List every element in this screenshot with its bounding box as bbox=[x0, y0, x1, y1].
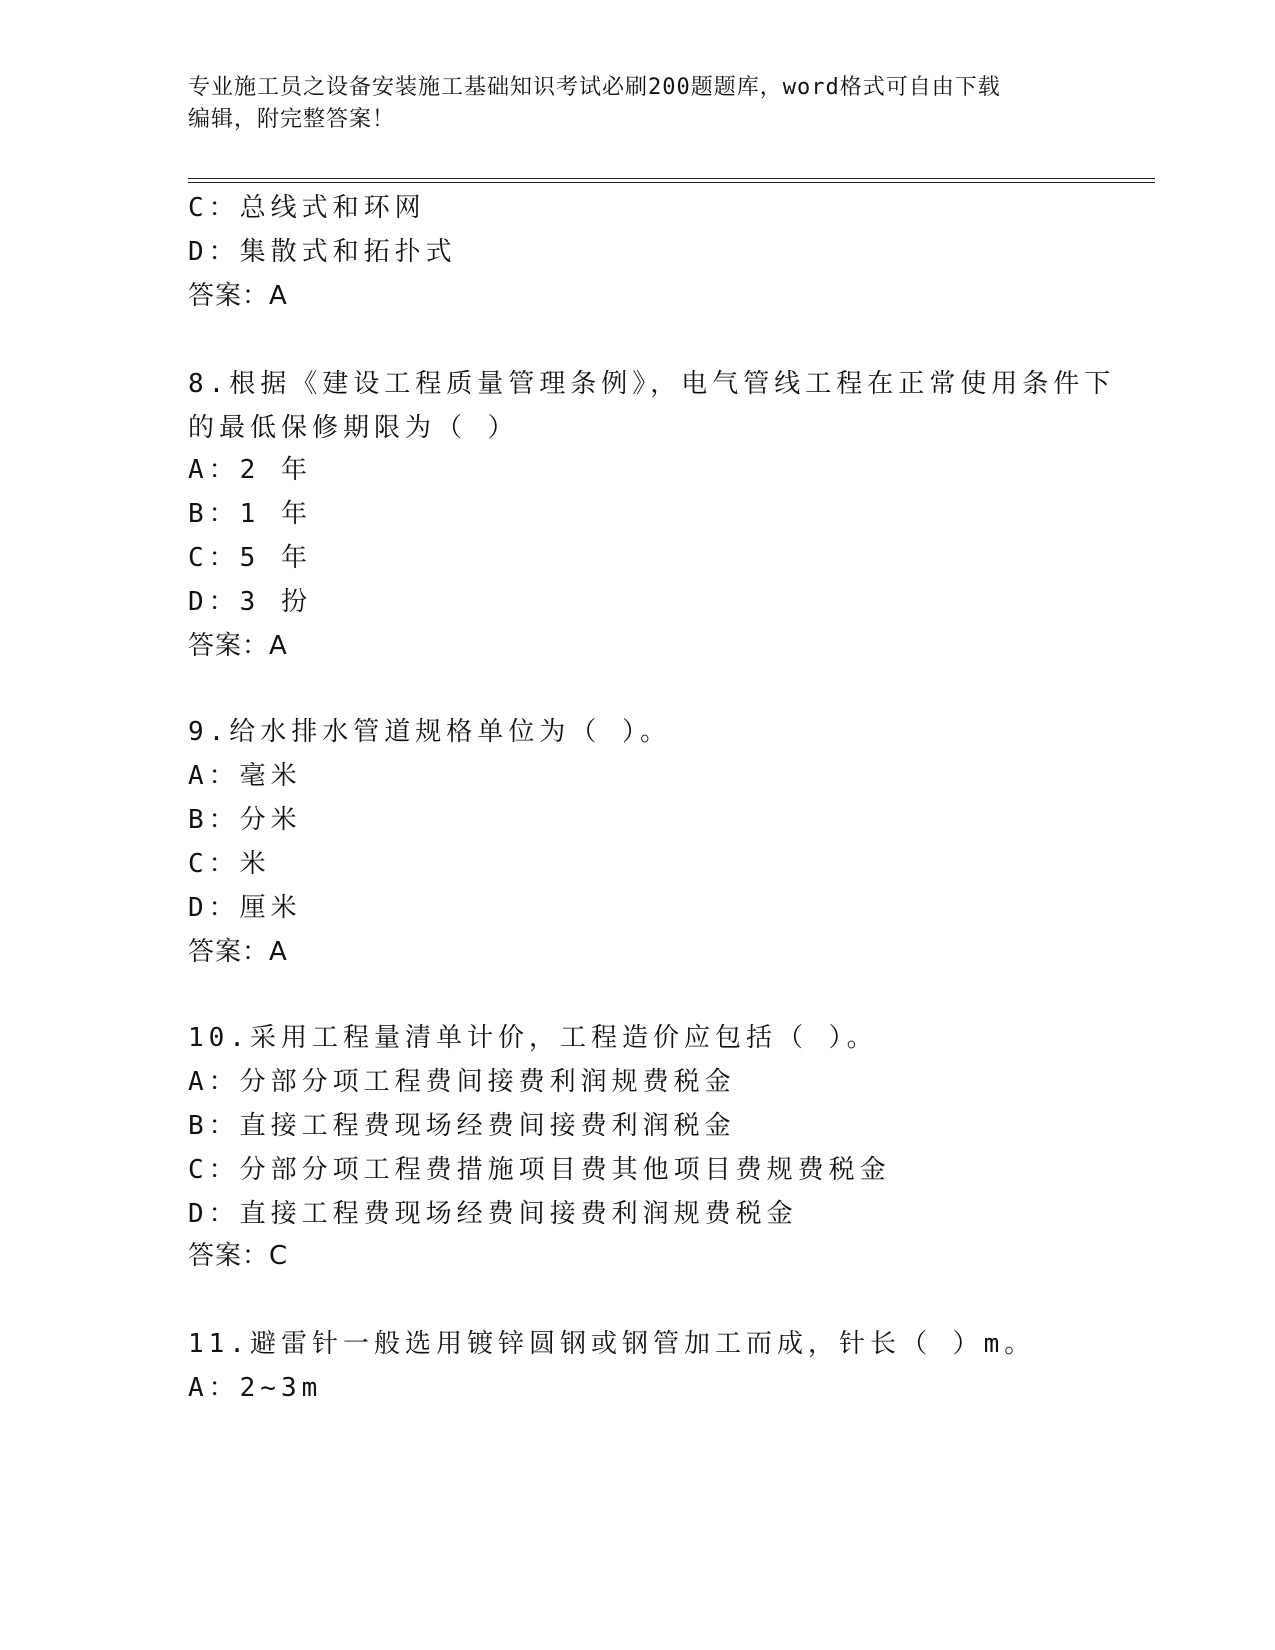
option-c: C：米 bbox=[188, 849, 271, 879]
question-10: 10.采用工程量清单计价，工程造价应包括（ ）。 bbox=[188, 1023, 878, 1053]
option-d: D：3 扮 bbox=[188, 587, 312, 617]
option-c: C：5 年 bbox=[188, 543, 312, 573]
header-line-1: 专业施工员之设备安装施工基础知识考试必刷200题题库，word格式可自由下载 bbox=[188, 75, 1001, 100]
answer-line: 答案：A bbox=[188, 937, 288, 967]
question-11: 11.避雷针一般选用镀锌圆钢或钢管加工而成，针长（ ）m。 bbox=[188, 1329, 1036, 1359]
question-8-line-2: 的最低保修期限为（ ） bbox=[188, 413, 519, 443]
option-b: B：直接工程费现场经费间接费利润税金 bbox=[188, 1111, 736, 1141]
option-a: A：毫米 bbox=[188, 761, 302, 791]
option-d: D：集散式和拓扑式 bbox=[188, 237, 457, 267]
answer-line: 答案：A bbox=[188, 631, 288, 661]
option-b: B：1 年 bbox=[188, 499, 312, 529]
option-c: C：总线式和环网 bbox=[188, 193, 426, 223]
header-line-2: 编辑，附完整答案！ bbox=[188, 107, 396, 132]
option-c: C：分部分项工程费措施项目费其他项目费规费税金 bbox=[188, 1155, 891, 1185]
option-d: D：厘米 bbox=[188, 893, 302, 923]
header-divider-top bbox=[188, 178, 1155, 179]
header-divider-bottom bbox=[188, 182, 1155, 183]
question-8-line-1: 8.根据《建设工程质量管理条例》，电气管线工程在正常使用条件下 bbox=[188, 369, 1116, 399]
option-b: B：分米 bbox=[188, 805, 302, 835]
option-a: A：2 年 bbox=[188, 455, 312, 485]
option-d: D：直接工程费现场经费间接费利润规费税金 bbox=[188, 1199, 798, 1229]
document-header bbox=[188, 72, 1088, 136]
option-a: A：2~3m bbox=[188, 1373, 323, 1403]
option-a: A：分部分项工程费间接费利润规费税金 bbox=[188, 1067, 736, 1097]
answer-line: 答案：A bbox=[188, 281, 288, 311]
answer-line: 答案：C bbox=[188, 1241, 289, 1271]
question-9: 9.给水排水管道规格单位为（ ）。 bbox=[188, 717, 671, 747]
